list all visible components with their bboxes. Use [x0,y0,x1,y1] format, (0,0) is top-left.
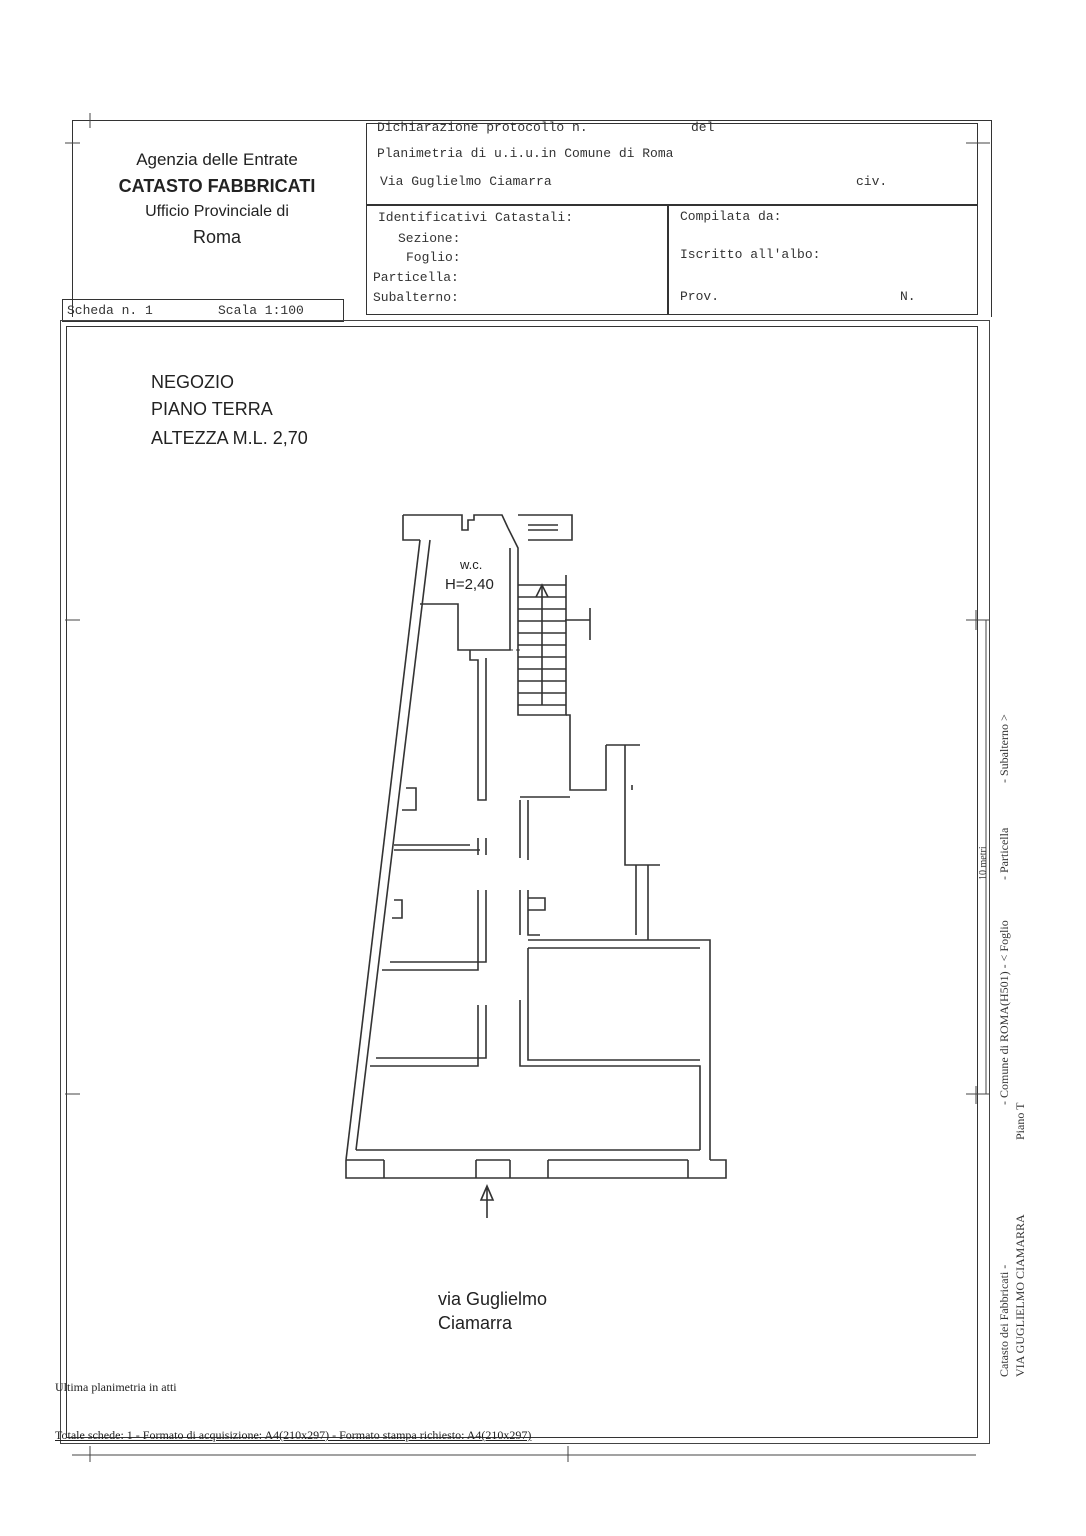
street-label-1: via Guglielmo [438,1289,548,1309]
ultima-planimetria: Ultima planimetria in atti [55,1380,177,1394]
compilata-label: Compilata da: [680,209,782,224]
civ-label: civ. [856,174,888,189]
scala-label: Scala 1:100 [218,303,304,318]
totale-schede: Totale schede: 1 - Formato di acquisizione: A4(210x297) - Formato stampa richiesto: A4(210x297) [55,1428,532,1442]
particella-label: Particella: [373,270,459,285]
wc-label: w.c. [460,557,483,572]
dichiarazione-label: Dichiarazione protocollo n. [377,120,588,135]
side-particella: - Particella [997,827,1011,880]
plan-title-piano: PIANO TERRA [151,399,273,419]
side-metri: 10 metri [978,846,989,880]
scheda-label: Scheda n. 1 [67,303,153,318]
side-comune: - Comune di ROMA(H501) - < Foglio [997,920,1011,1105]
sezione-label: Sezione: [398,231,461,246]
side-via: VIA GUGLIELMO CIAMARRA [1013,1214,1027,1377]
agency-name: Agenzia delle Entrate [136,150,298,169]
plan-title-negozio: NEGOZIO [151,372,235,392]
side-piano: Piano T [1013,1102,1027,1140]
planimetria-label: Planimetria di u.i.u.in Comune di Roma [377,146,674,161]
n-label: N. [900,289,916,304]
subalterno-label: Subalterno: [373,290,459,305]
foglio-label: Foglio: [406,250,461,265]
street-label-2: Ciamarra [438,1313,513,1333]
identificativi-label: Identificativi Catastali: [378,210,574,225]
iscritto-label: Iscritto all'albo: [680,247,821,262]
del-label: del [691,120,715,135]
via-label: Via Guglielmo Ciamarra [380,174,552,189]
side-subalterno: - Subalterno > [997,714,1011,783]
wc-height-label: H=2,40 [445,576,494,593]
prov-label: Prov. [680,289,720,304]
side-catasto: Catasto dei Fabbricati - [997,1264,1011,1377]
catasto-title: CATASTO FABBRICATI [118,176,316,196]
city-name: Roma [192,227,241,247]
plan-title-altezza: ALTEZZA M.L. 2,70 [151,428,308,448]
ufficio-label: Ufficio Provinciale di [145,203,289,220]
